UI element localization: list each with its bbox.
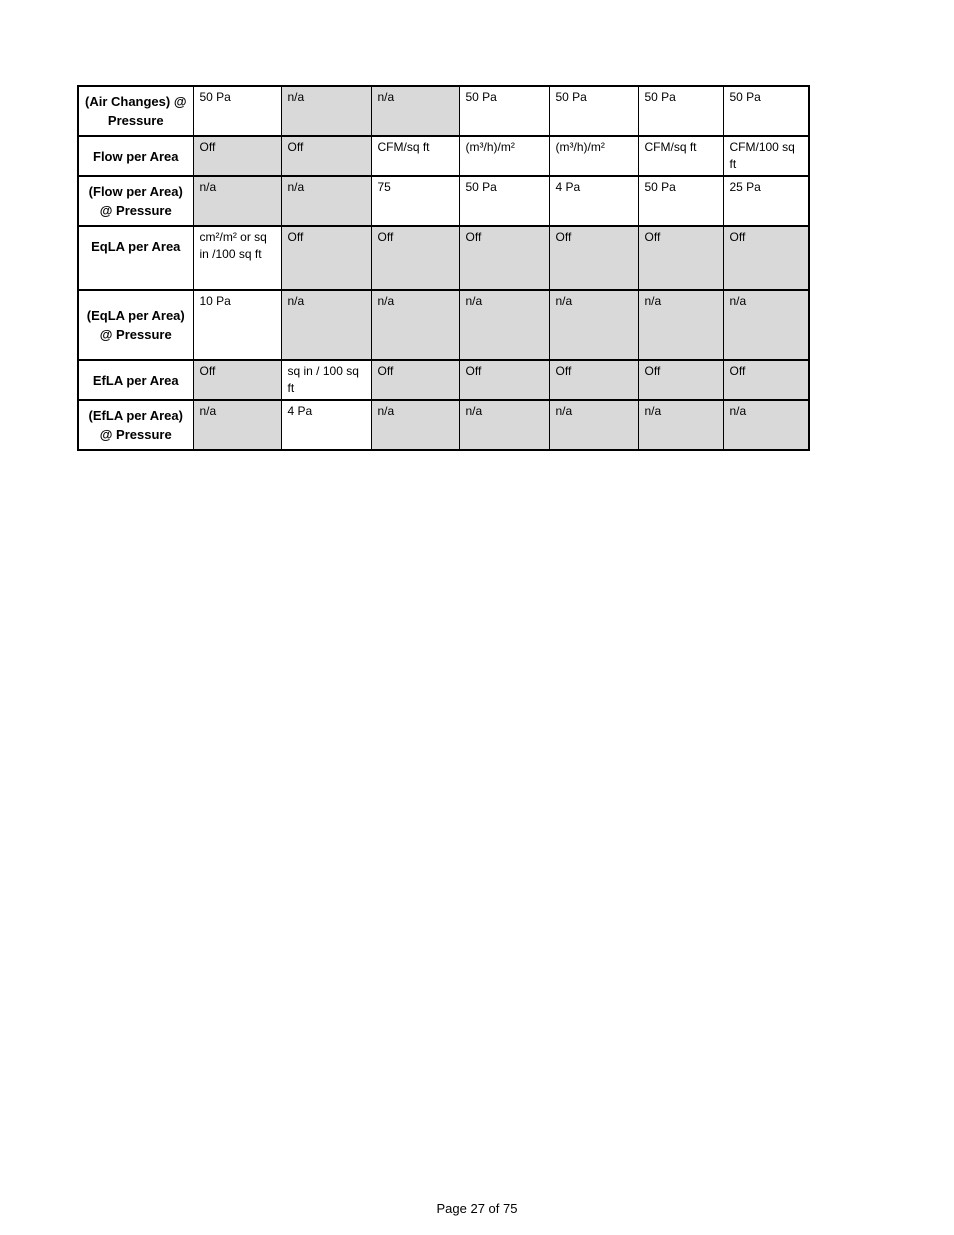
row-header: (Flow per Area) @ Pressure	[78, 176, 193, 226]
table-cell: Off	[549, 226, 638, 290]
table-cell: Off	[459, 226, 549, 290]
table-row	[78, 290, 809, 360]
table-cell: (m³/h)/m²	[549, 136, 638, 176]
table-cell: Off	[193, 360, 281, 400]
table-cell: Off	[371, 226, 459, 290]
row-header: EfLA per Area	[78, 360, 193, 400]
table-cell: cm²/m² or sq in /100 sq ft	[193, 226, 281, 290]
settings-table	[77, 85, 810, 451]
table-cell: 50 Pa	[638, 176, 723, 226]
table-cell: n/a	[549, 400, 638, 450]
page-number: Page 27 of 75	[436, 1201, 518, 1216]
table-cell: 50 Pa	[459, 176, 549, 226]
row-header: Flow per Area	[78, 136, 193, 176]
table-cell: n/a	[723, 290, 809, 360]
table-cell: Off	[723, 360, 809, 400]
table-cell: Off	[638, 226, 723, 290]
table-cell: 50 Pa	[638, 86, 723, 136]
table-cell: CFM/sq ft	[371, 136, 459, 176]
table-cell: 4 Pa	[281, 400, 371, 450]
table-cell: 4 Pa	[549, 176, 638, 226]
table-cell: 75	[371, 176, 459, 226]
table-row	[78, 86, 809, 136]
table-cell: Off	[371, 360, 459, 400]
table-cell: n/a	[281, 86, 371, 136]
table-row	[78, 400, 809, 450]
row-header: (EfLA per Area) @ Pressure	[78, 400, 193, 450]
table-cell: sq in / 100 sq ft	[281, 360, 371, 400]
table-cell: n/a	[193, 400, 281, 450]
table-cell: CFM/100 sq ft	[723, 136, 809, 176]
table-cell: Off	[281, 226, 371, 290]
table-cell: Off	[549, 360, 638, 400]
table-row	[78, 226, 809, 290]
row-header: (Air Changes) @ Pressure	[78, 86, 193, 136]
row-header: (EqLA per Area) @ Pressure	[78, 290, 193, 360]
table-cell: 50 Pa	[193, 86, 281, 136]
table-cell: n/a	[638, 400, 723, 450]
table-cell: Off	[638, 360, 723, 400]
table-cell: 50 Pa	[723, 86, 809, 136]
row-header: EqLA per Area	[78, 226, 193, 290]
table-cell: 50 Pa	[549, 86, 638, 136]
table-cell: Off	[459, 360, 549, 400]
table-cell: n/a	[193, 176, 281, 226]
table-cell: n/a	[371, 290, 459, 360]
table-row	[78, 360, 809, 400]
table-cell: n/a	[549, 290, 638, 360]
table-cell: n/a	[281, 290, 371, 360]
table-row	[78, 136, 809, 176]
table-cell: n/a	[459, 290, 549, 360]
table-cell: n/a	[281, 176, 371, 226]
table-cell: 50 Pa	[459, 86, 549, 136]
table-cell: Off	[193, 136, 281, 176]
table-cell: 10 Pa	[193, 290, 281, 360]
table-cell: CFM/sq ft	[638, 136, 723, 176]
table-cell: n/a	[371, 86, 459, 136]
table-cell: Off	[281, 136, 371, 176]
table-cell: n/a	[459, 400, 549, 450]
table-row	[78, 176, 809, 226]
table-cell: n/a	[371, 400, 459, 450]
table-cell: Off	[723, 226, 809, 290]
table-cell: 25 Pa	[723, 176, 809, 226]
table-cell: (m³/h)/m²	[459, 136, 549, 176]
table-cell: n/a	[638, 290, 723, 360]
table-cell: n/a	[723, 400, 809, 450]
